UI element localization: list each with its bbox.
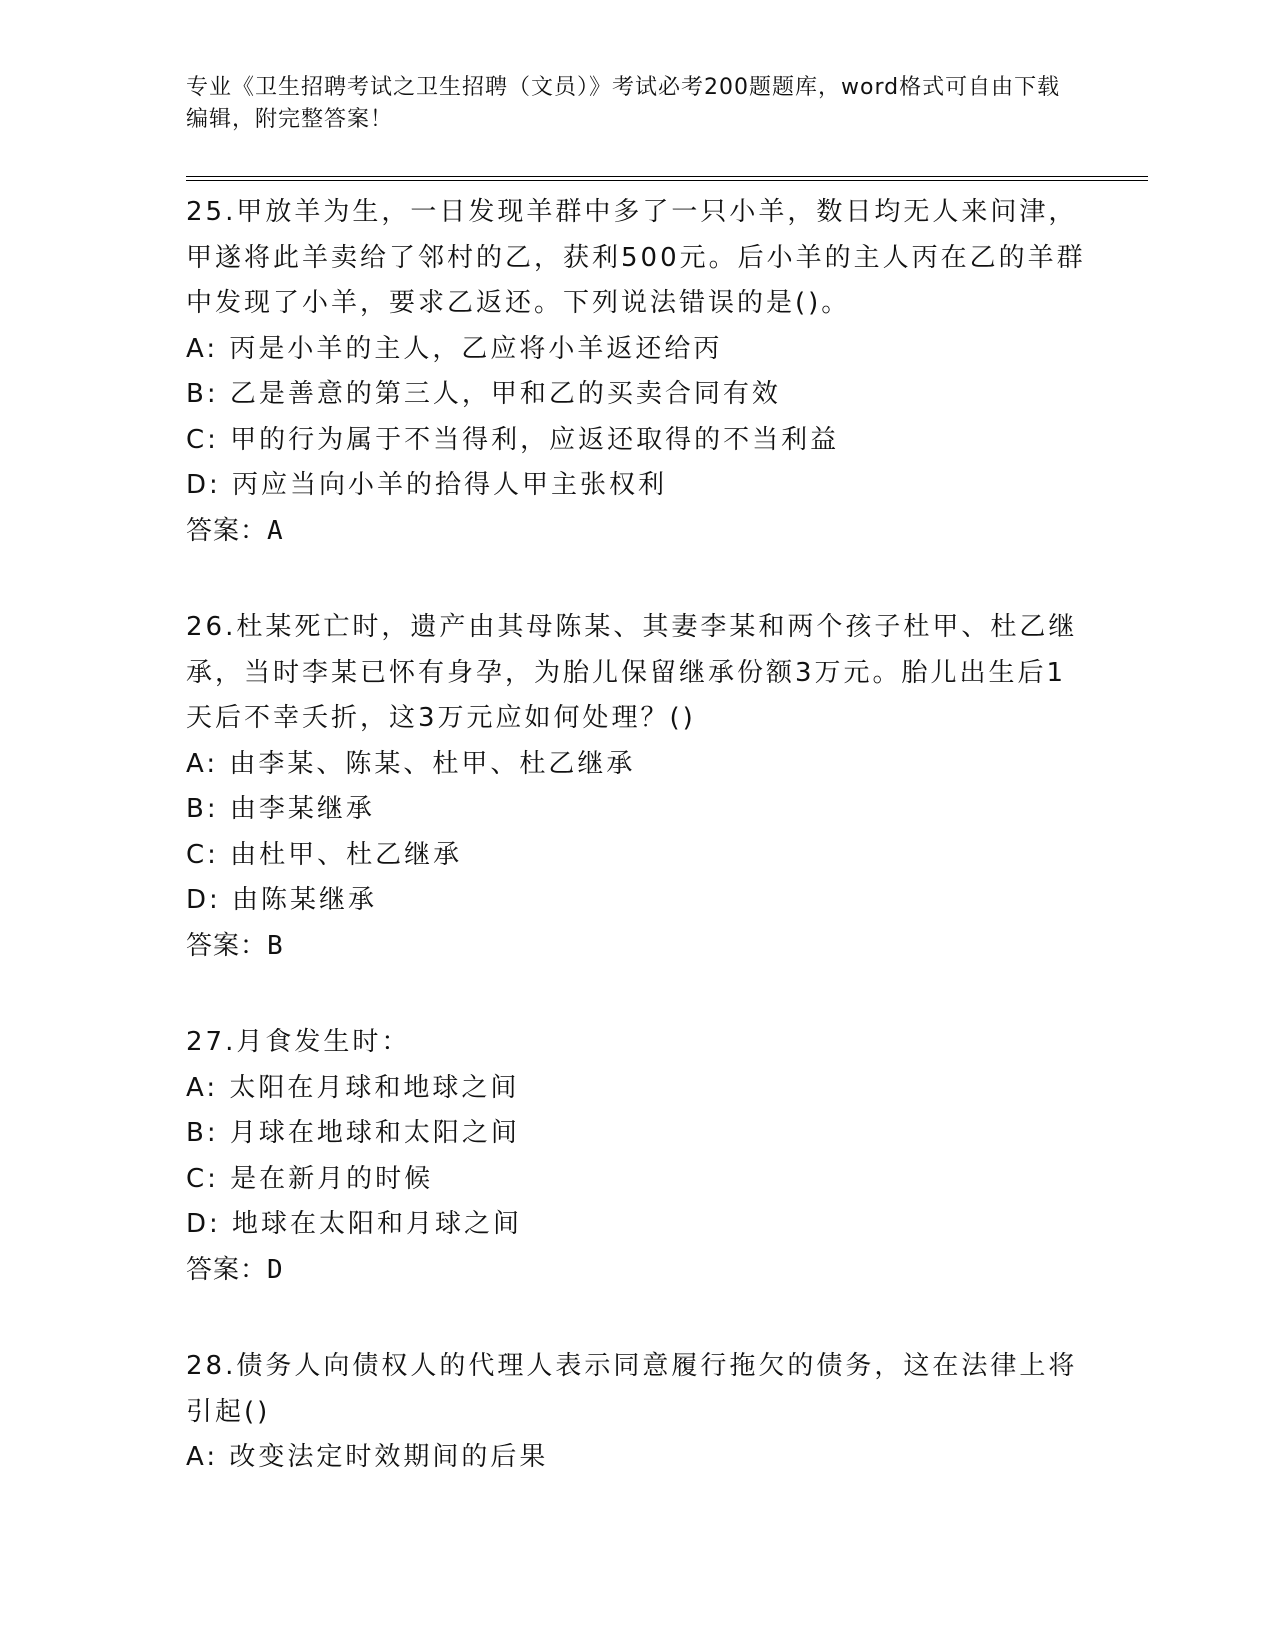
question-25 [186,190,1086,554]
answer-line [186,924,1086,970]
answer-label: 答案： [186,1254,268,1285]
question-27 [186,1020,1086,1293]
answer-line [186,509,1086,555]
option-d: D: 由陈某继承 [186,885,378,915]
question-28 [186,1344,1086,1481]
answer-value: B [267,930,284,961]
answer-line [186,1248,1086,1294]
option-d: D: 地球在太阳和月球之间 [186,1209,523,1239]
answer-value: A [267,515,284,546]
question-stem: 27.月食发生时： [186,1027,411,1057]
answer-label: 答案： [186,515,268,546]
answer-label: 答案： [186,930,268,961]
option-a: A: 改变法定时效期间的后果 [186,1442,549,1472]
option-c: C: 甲的行为属于不当得利，应返还取得的不当利益 [186,424,840,455]
option-b: B: 乙是善意的第三人，甲和乙的买卖合同有效 [186,379,781,409]
question-stem: 26.杜某死亡时，遗产由其母陈某、其妻李某和两个孩子杜甲、杜乙继承，当时李某已怀有身孕，为胎儿保留继承份额3万元。胎儿出生后1天后不幸夭折，这3万元应如何处理？() [186,612,1078,733]
header-divider [186,176,1148,181]
option-d: D: 丙应当向小羊的拾得人甲主张权利 [186,470,668,500]
option-a: A: 太阳在月球和地球之间 [186,1072,520,1103]
option-a: A: 丙是小羊的主人，乙应将小羊返还给丙 [186,333,723,364]
document-header: 专业《卫生招聘考试之卫生招聘（文员）》考试必考200题题库，word格式可自由下载编辑，附完整答案！ [186,75,1061,132]
question-26 [186,605,1086,969]
option-b: B: 月球在地球和太阳之间 [186,1118,520,1148]
answer-value: D [267,1254,284,1285]
question-stem: 25.甲放羊为生，一日发现羊群中多了一只小羊，数日均无人来问津，甲遂将此羊卖给了邻村的乙，获利500元。后小羊的主人丙在乙的羊群中发现了小羊，要求乙返还。下列说法错误的是()。 [186,197,1086,318]
question-list [186,190,1086,1532]
option-c: C: 是在新月的时候 [186,1163,434,1194]
option-c: C: 由杜甲、杜乙继承 [186,839,463,870]
option-b: B: 由李某继承 [186,794,375,824]
question-stem: 28.债务人向债权人的代理人表示同意履行拖欠的债务，这在法律上将引起() [186,1351,1078,1427]
option-a: A: 由李某、陈某、杜甲、杜乙继承 [186,748,636,779]
